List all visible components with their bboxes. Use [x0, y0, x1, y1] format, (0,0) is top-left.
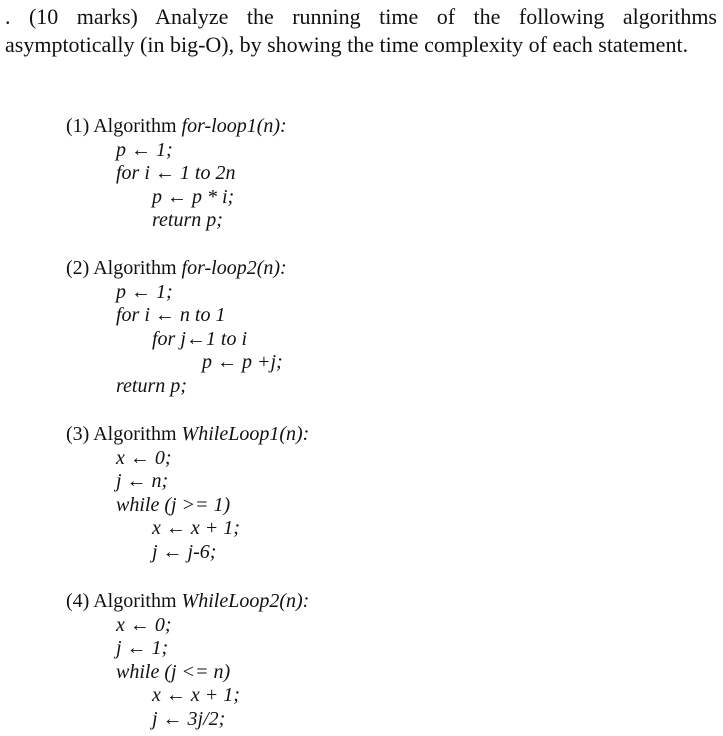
algorithm-label: (3) Algorithm: [66, 423, 182, 445]
code-line: return p;: [152, 209, 223, 231]
code-line: j ← 3j/2;: [152, 707, 226, 730]
algorithm-4: [66, 590, 309, 731]
code-line: while (j <= n): [116, 660, 231, 683]
algorithm-label: (1) Algorithm: [66, 115, 182, 137]
algorithm-label: (2) Algorithm: [66, 257, 182, 279]
algorithm-name: WhileLoop2(n):: [181, 590, 310, 612]
code-line: j ← j-6;: [152, 540, 217, 563]
code-line: for j←1 to i: [152, 327, 248, 350]
algorithm-name: for-loop2(n):: [181, 257, 287, 279]
code-line: while (j >= 1): [116, 493, 231, 516]
code-line: x ← 0;: [116, 613, 172, 636]
question-text: . (10 marks) Analyze the running time of the following algorithms asymptotically (in big-O), by showing the time complexity of each statement.: [5, 4, 717, 57]
code-line: x ← 0;: [116, 446, 172, 469]
algorithm-2: [66, 257, 287, 398]
algorithm-label: (4) Algorithm: [66, 590, 182, 612]
code-line: return p;: [116, 374, 187, 397]
algorithm-name: for-loop1(n):: [181, 115, 287, 137]
code-line: p ← p +j;: [202, 351, 283, 373]
algorithm-name: WhileLoop1(n):: [181, 423, 310, 445]
code-line: for i ← n to 1: [116, 304, 226, 326]
code-line: p ← 1;: [116, 280, 173, 303]
algorithm-1: [66, 115, 287, 233]
code-line: j ← n;: [116, 470, 169, 492]
algorithm-header: [66, 590, 309, 614]
code-line: x ← x + 1;: [152, 517, 240, 539]
code-line: p ← p * i;: [152, 185, 235, 208]
algorithm-header: [66, 423, 309, 447]
code-line: j ← 1;: [116, 637, 169, 659]
algorithm-header: [66, 115, 287, 139]
algorithm-3: [66, 423, 309, 564]
algorithm-header: [66, 257, 287, 281]
code-line: for i ← 1 to 2n: [116, 162, 236, 184]
code-line: p ← 1;: [116, 138, 173, 161]
code-line: x ← x + 1;: [152, 684, 240, 706]
